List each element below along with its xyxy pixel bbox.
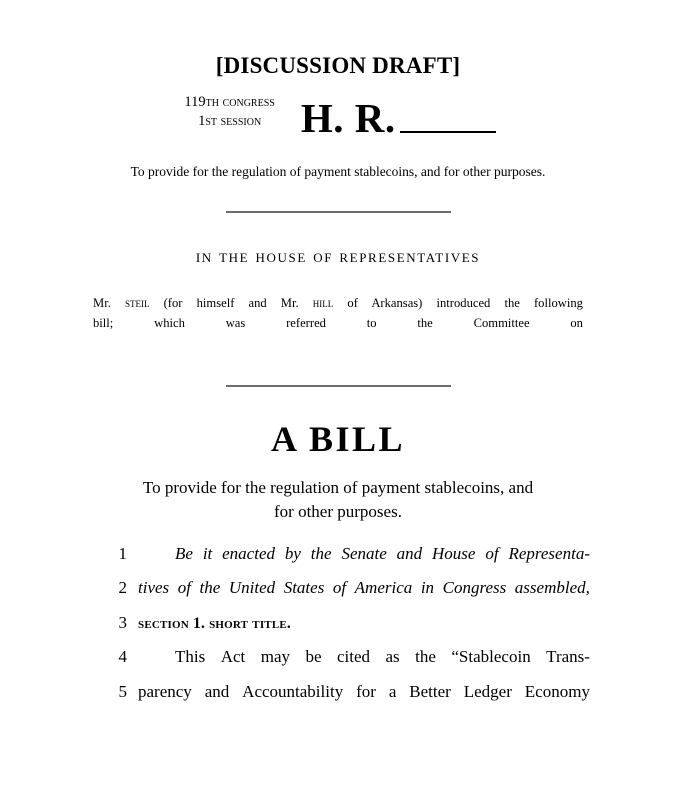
line-word: by — [284, 543, 301, 563]
line-number: 1 — [118, 543, 127, 563]
line-word: United — [228, 578, 276, 598]
line-number: 2 — [118, 578, 127, 598]
referral-word: bill; — [93, 315, 114, 330]
line-word: of — [332, 578, 347, 598]
line-word: a — [388, 681, 397, 701]
line-word: for — [356, 681, 376, 701]
body-line — [0, 544, 676, 579]
line-word: America — [354, 578, 413, 598]
referral-word: the — [417, 315, 433, 330]
line-word: Congress — [442, 578, 507, 598]
chamber-heading: in the house of representatives — [195, 245, 481, 267]
line-text — [138, 578, 590, 598]
line-word: the — [310, 543, 332, 563]
bill-designator: H. R. — [300, 95, 396, 142]
referral-word: Committee — [473, 315, 530, 330]
line-word: of — [177, 578, 191, 598]
line-word: Accountability — [242, 681, 344, 701]
referral-word: on — [570, 315, 583, 330]
divider-rule-lower — [226, 385, 451, 387]
line-word: may — [260, 647, 290, 667]
line-word: Representa- — [508, 543, 590, 563]
session-number: 1st session — [198, 112, 262, 129]
line-word: be — [305, 647, 322, 667]
body-line — [0, 578, 676, 613]
line-word: and — [396, 543, 423, 563]
body-line — [0, 682, 676, 717]
sponsor-prefix: Mr. — [93, 295, 111, 310]
purpose-main-line-1: To provide for the regulation of payment stablecoins, and — [142, 477, 534, 497]
referral-word: which — [154, 315, 185, 330]
line-word: Better — [409, 681, 451, 701]
discussion-draft-stamp: [DISCUSSION DRAFT] — [215, 53, 461, 78]
referral-word: referred — [286, 315, 326, 330]
line-word: and — [204, 681, 230, 701]
sponsor-line-2 — [93, 314, 583, 334]
line-word: in — [420, 578, 435, 598]
line-word: Be — [175, 543, 193, 563]
bill-masthead — [0, 93, 676, 142]
line-word: of — [485, 543, 499, 563]
line-number: 4 — [118, 647, 127, 667]
bill-page — [0, 54, 676, 786]
purpose-main-line-2: for other purposes. — [274, 501, 402, 521]
referral-word: was — [225, 315, 246, 330]
sponsor-line-1 — [93, 294, 583, 314]
line-word: Ledger — [463, 681, 512, 701]
line-word: Act — [220, 647, 246, 667]
line-word: enacted — [222, 543, 275, 563]
divider-rule-upper — [226, 211, 451, 213]
line-word: parency — [138, 681, 192, 701]
section-heading: section 1. short title. — [138, 614, 291, 632]
line-word: cited — [336, 647, 371, 667]
line-text — [138, 647, 590, 667]
body-line — [0, 647, 676, 682]
bill-body — [0, 544, 676, 717]
line-word: Senate — [341, 543, 387, 563]
bill-number-blank — [400, 131, 496, 133]
line-word: tives — [138, 578, 170, 598]
referral-word: to — [366, 315, 377, 330]
body-line — [0, 613, 676, 648]
congress-session-block — [184, 93, 274, 139]
line-number: 3 — [118, 612, 127, 632]
line-word: as — [385, 647, 400, 667]
line-text — [138, 682, 590, 702]
line-word: This — [175, 647, 206, 667]
sponsor-name: steil — [124, 295, 150, 310]
line-word: the — [199, 578, 221, 598]
purpose-statement-main — [0, 476, 676, 524]
line-word: the — [415, 647, 436, 667]
line-text — [138, 544, 590, 564]
line-word: Trans- — [546, 647, 590, 667]
sponsor-middle-text: (for himself and Mr. — [163, 295, 299, 310]
line-word: States — [283, 578, 325, 598]
bill-designator-block — [300, 95, 496, 142]
committee-blank-row — [93, 334, 583, 354]
line-word: Economy — [524, 681, 590, 701]
line-number: 5 — [118, 681, 127, 701]
cosponsor-name: hill — [312, 295, 334, 310]
bill-heading: A BILL — [270, 418, 406, 459]
sponsor-suffix-text: of Arkansas) introduced the following — [347, 295, 583, 310]
line-word: House — [432, 543, 476, 563]
congress-number: 119th congress — [184, 94, 275, 110]
line-word: it — [202, 543, 213, 563]
purpose-statement-top: To provide for the regulation of payment stablecoins, and for other purposes. — [130, 164, 546, 180]
line-word: assembled, — [514, 578, 590, 598]
line-word: “Stablecoin — [451, 647, 531, 667]
